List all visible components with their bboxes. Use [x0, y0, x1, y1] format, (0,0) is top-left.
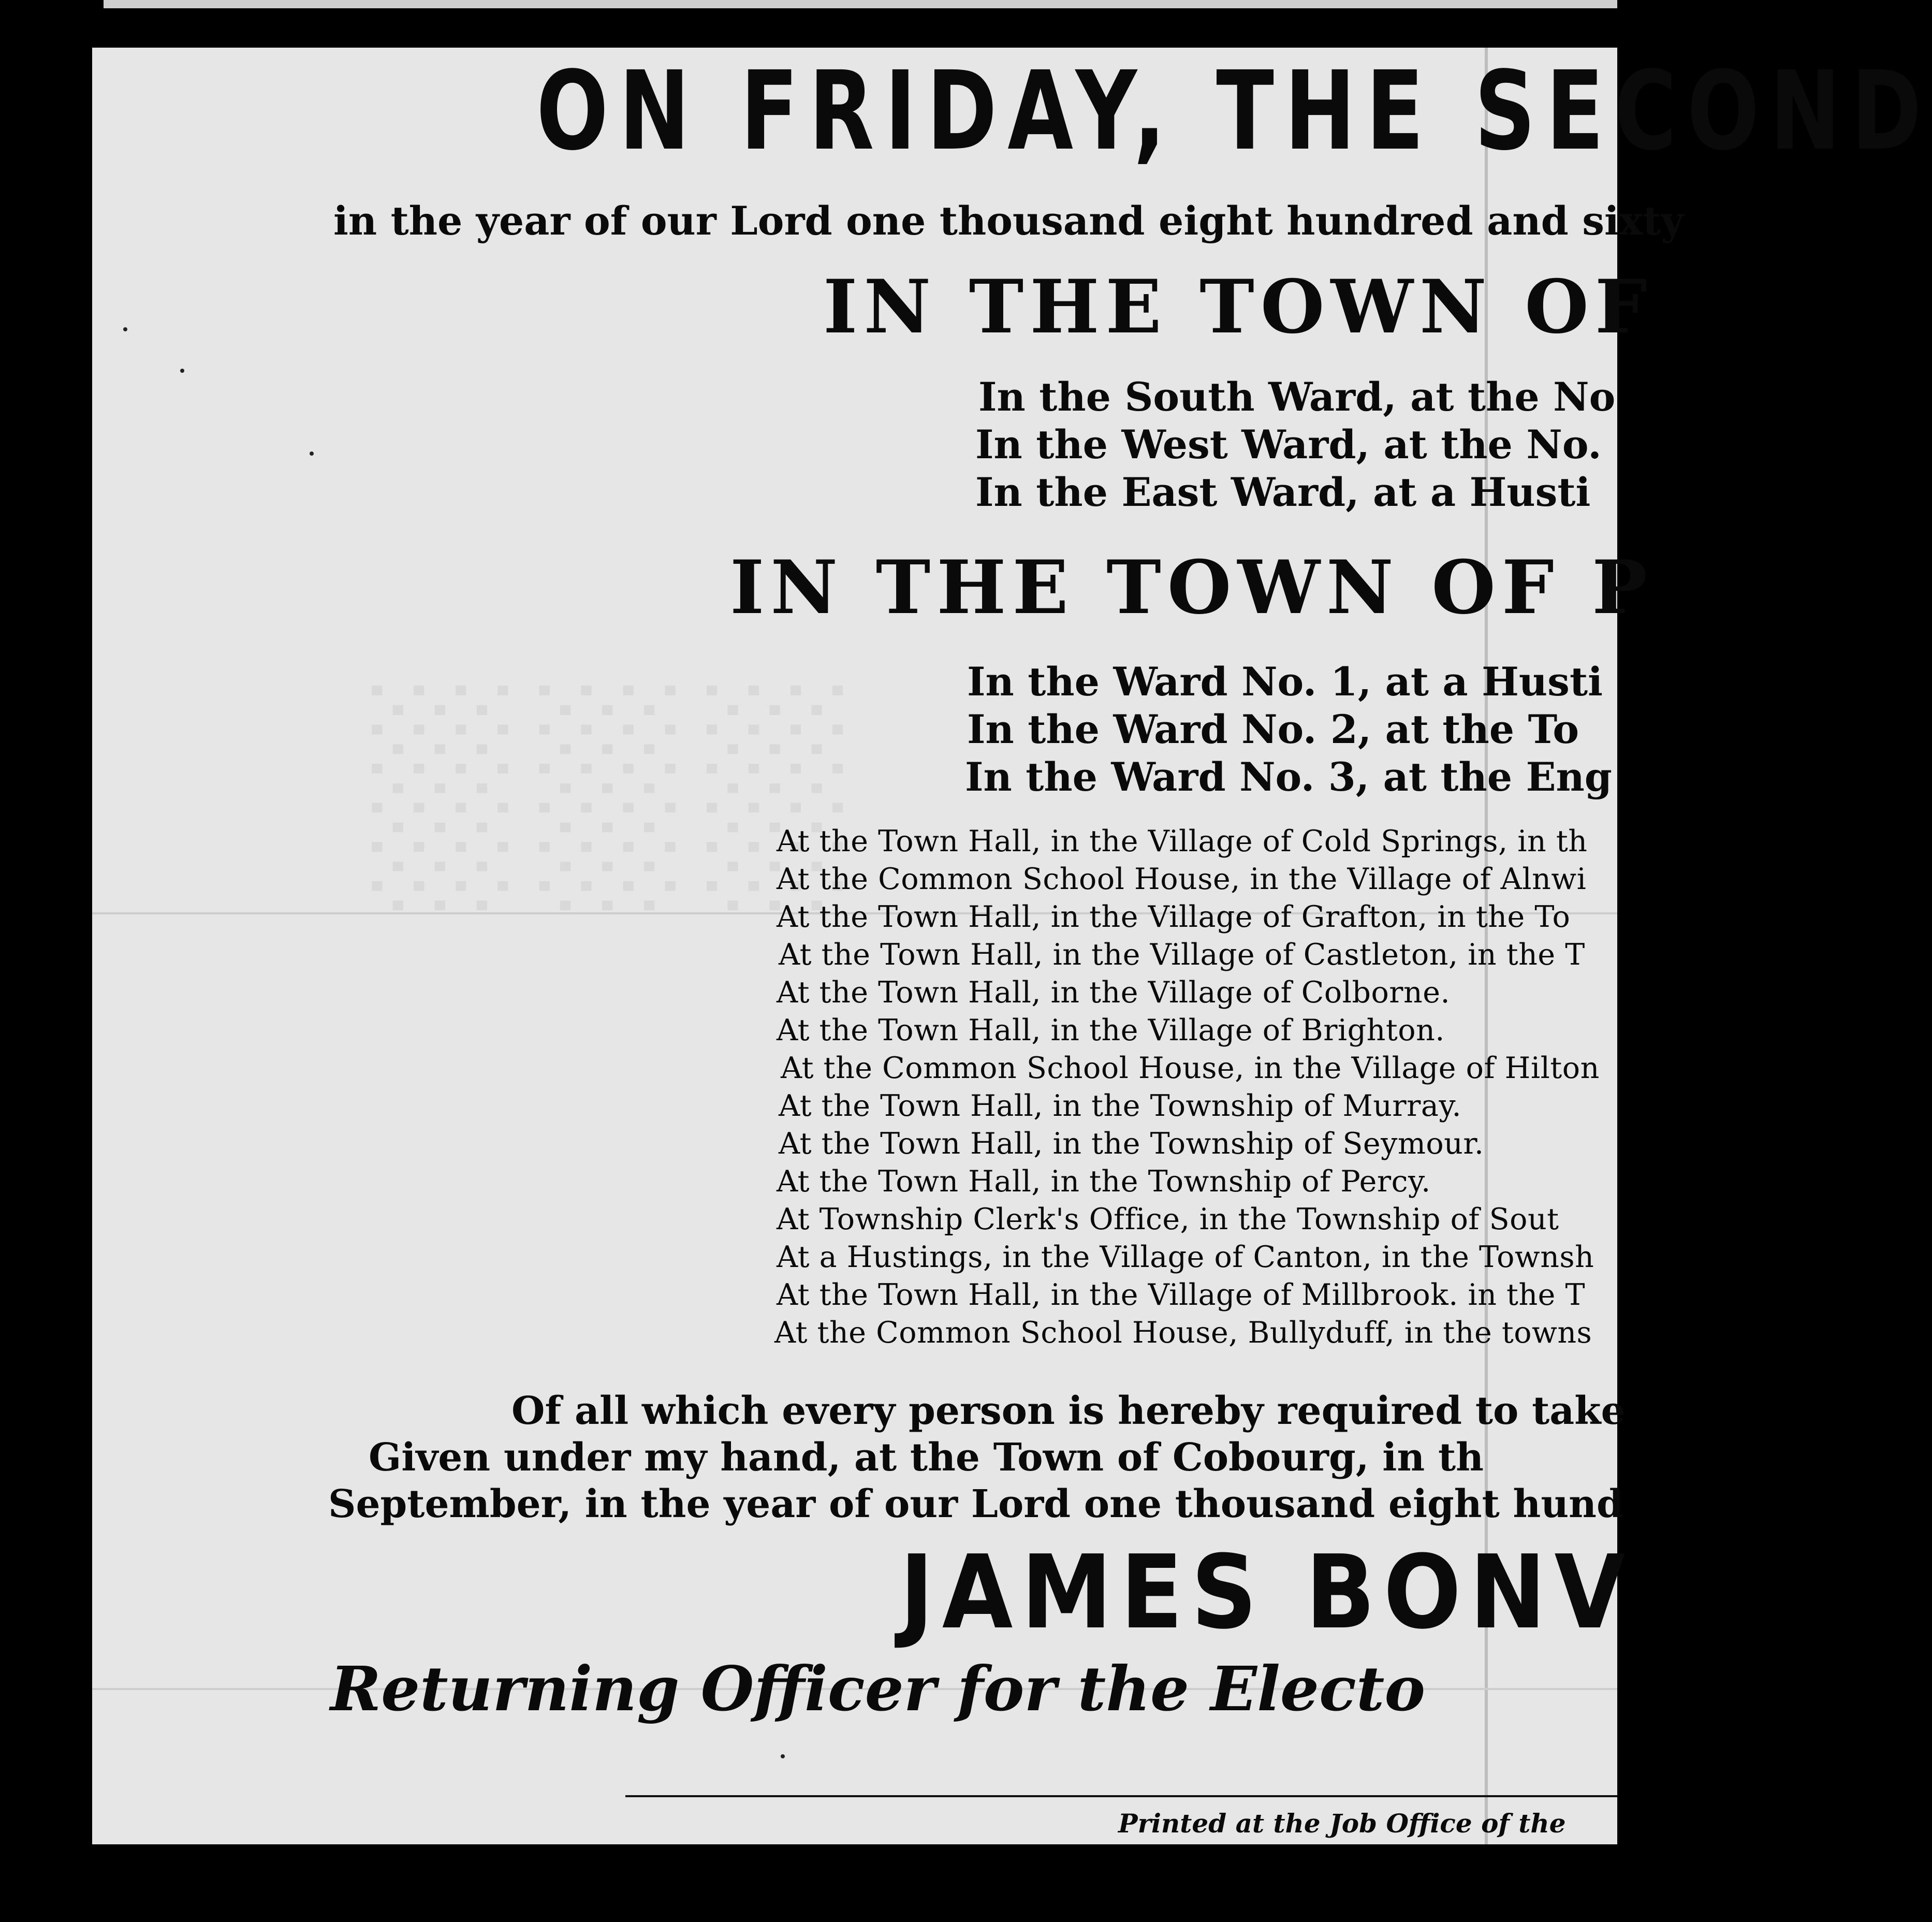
ward-line: In the Ward No. 3, at the Eng — [965, 754, 1612, 800]
polling-place: At the Common School House, in the Village of Hilton — [781, 1051, 1600, 1085]
polling-place: At the Town Hall, in the Village of Brighton. — [777, 1013, 1445, 1047]
signer-office: Returning Officer for the Electo — [330, 1653, 1426, 1725]
printer-imprint: Printed at the Job Office of the — [1118, 1808, 1566, 1839]
polling-place: At the Town Hall, in the Township of Murray. — [779, 1089, 1462, 1123]
polling-place: At Township Clerk's Office, in the Township of Sout — [777, 1202, 1559, 1236]
polling-place: At the Town Hall, in the Village of Castleton, in the T — [779, 938, 1585, 972]
top-paper-strip — [104, 0, 1617, 8]
ink-speck — [123, 327, 127, 331]
broadside-paper — [92, 48, 1932, 1844]
notice-line: September, in the year of our Lord one thousand eight hund — [328, 1482, 1623, 1526]
ink-speck — [781, 1754, 785, 1758]
town-heading-1: IN THE TOWN OF — [823, 264, 1653, 350]
headline: ON FRIDAY, THE SECOND — [536, 48, 1932, 174]
year-line: in the year of our Lord one thousand eight hundred and sixty — [333, 198, 1684, 244]
polling-place: At the Town Hall, in the Village of Cold Springs, in th — [777, 824, 1588, 858]
polling-place: At the Common School House, in the Village of Alnwi — [777, 862, 1587, 896]
notice-line: Of all which every person is hereby required to take — [511, 1389, 1626, 1433]
ward-line: In the South Ward, at the No — [978, 374, 1616, 420]
polling-place: At the Town Hall, in the Village of Millbrook. in the T — [777, 1278, 1586, 1312]
footer-rule — [625, 1795, 1617, 1797]
ward-line: In the West Ward, at the No. — [975, 421, 1602, 468]
ward-line: In the Ward No. 1, at a Husti — [967, 659, 1603, 705]
ink-speck — [180, 369, 184, 373]
polling-place: At the Town Hall, in the Village of Grafton, in the To — [777, 900, 1571, 934]
ward-line: In the East Ward, at a Husti — [975, 469, 1591, 515]
polling-place: At a Hustings, in the Village of Canton, in the Townsh — [777, 1240, 1594, 1274]
polling-place: At the Town Hall, in the Township of Seymour. — [779, 1127, 1484, 1161]
polling-place: At the Town Hall, in the Township of Percy. — [777, 1164, 1431, 1199]
notice-line: Given under my hand, at the Town of Cobourg, in th — [369, 1435, 1484, 1480]
signer-name: JAMES BONV — [900, 1534, 1634, 1652]
ward-line: In the Ward No. 2, at the To — [967, 706, 1579, 752]
polling-place: At the Common School House, Bullyduff, in the towns — [774, 1316, 1592, 1350]
ink-speck — [310, 452, 314, 456]
bleed-through-show-through: ░░░ — [361, 673, 864, 902]
town-heading-2: IN THE TOWN OF P — [730, 545, 1653, 631]
polling-place: At the Town Hall, in the Village of Colborne. — [777, 975, 1451, 1010]
